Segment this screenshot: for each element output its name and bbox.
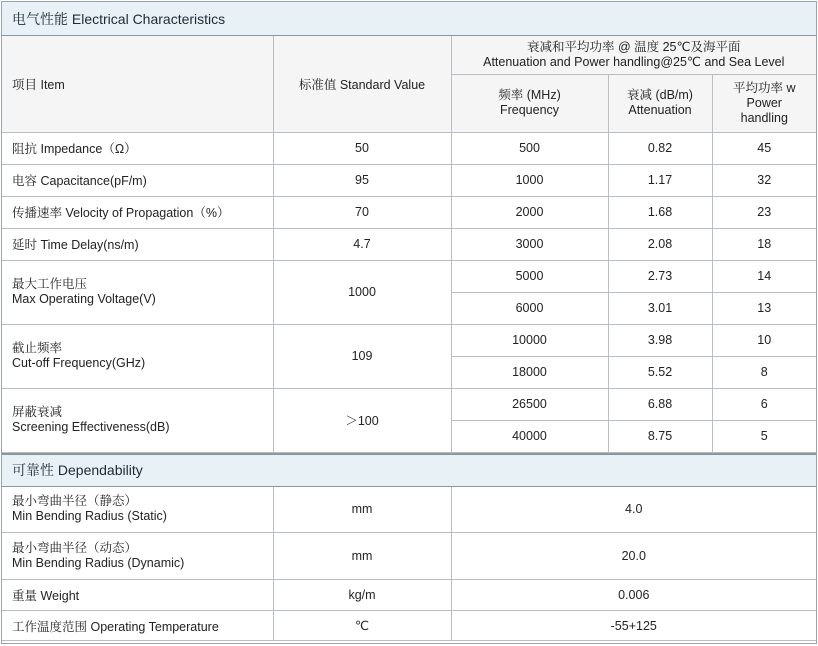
property-value: 109 xyxy=(273,324,451,388)
unit-cell: ℃ xyxy=(273,611,451,641)
spec-sheet xyxy=(1,1,817,644)
table-row xyxy=(2,611,816,641)
item-header: 项目 Item xyxy=(2,36,273,132)
value-cell: 4.0 xyxy=(451,487,816,533)
attenuation-header-line1: 衰减 (dB/m) xyxy=(627,88,693,102)
table-row xyxy=(2,324,816,356)
property-value: 50 xyxy=(273,132,451,164)
attenuation-group-header xyxy=(451,36,816,74)
power-cell: 8 xyxy=(712,356,816,388)
frequency-cell: 5000 xyxy=(451,260,608,292)
attenuation-cell: 6.88 xyxy=(608,388,712,420)
attenuation-cell: 3.01 xyxy=(608,292,712,324)
frequency-header xyxy=(451,74,608,132)
property-name: 电容 Capacitance(pF/m) xyxy=(2,164,273,196)
attenuation-cell: 8.75 xyxy=(608,420,712,452)
value-cell: 20.0 xyxy=(451,533,816,580)
attenuation-cell: 1.68 xyxy=(608,196,712,228)
frequency-cell: 500 xyxy=(451,132,608,164)
table-row xyxy=(2,580,816,611)
property-name-cn: 最小弯曲半径（静态） xyxy=(12,494,138,509)
dependability-section-title xyxy=(2,453,816,487)
frequency-cell: 10000 xyxy=(451,324,608,356)
power-header xyxy=(712,74,816,132)
property-name-cn: 最大工作电压 xyxy=(12,277,88,291)
attenuation-cell: 2.73 xyxy=(608,260,712,292)
power-header-line2: Power xyxy=(746,95,782,110)
property-value: 70 xyxy=(273,196,451,228)
property-name: 延时 Time Delay(ns/m) xyxy=(2,228,273,260)
dependability-table xyxy=(2,487,816,642)
property-value: 1000 xyxy=(273,260,451,324)
power-cell: 23 xyxy=(712,196,816,228)
attenuation-cell: 0.82 xyxy=(608,132,712,164)
frequency-header-line1: 频率 (MHz) xyxy=(498,88,561,102)
property-name-cn: 截止频率 xyxy=(12,341,63,355)
power-cell: 13 xyxy=(712,292,816,324)
power-cell: 6 xyxy=(712,388,816,420)
property-name xyxy=(2,260,273,324)
property-name-cn: 最小弯曲半径（动态） xyxy=(12,541,138,555)
table-row xyxy=(2,164,816,196)
property-name xyxy=(2,388,273,452)
unit-cell: mm xyxy=(273,533,451,580)
frequency-cell: 2000 xyxy=(451,196,608,228)
frequency-cell: 40000 xyxy=(451,420,608,452)
property-name-en: Min Bending Radius (Static) xyxy=(12,509,167,524)
power-cell: 5 xyxy=(712,420,816,452)
attenuation-group-header-en: Attenuation and Power handling@25℃ and Sea Level xyxy=(483,54,785,69)
dependability-title-text: 可靠性 Dependability xyxy=(12,462,143,478)
electrical-table xyxy=(2,36,816,453)
frequency-cell: 3000 xyxy=(451,228,608,260)
property-name xyxy=(2,324,273,388)
attenuation-header xyxy=(608,74,712,132)
frequency-cell: 18000 xyxy=(451,356,608,388)
attenuation-cell: 2.08 xyxy=(608,228,712,260)
attenuation-header-line2: Attenuation xyxy=(628,103,692,117)
property-name-cn: 屏蔽衰减 xyxy=(12,405,63,419)
frequency-header-line2: Frequency xyxy=(499,103,560,117)
attenuation-cell: 3.98 xyxy=(608,324,712,356)
value-cell: -55+125 xyxy=(451,611,816,641)
table-row xyxy=(2,132,816,164)
frequency-cell: 6000 xyxy=(451,292,608,324)
property-value: 4.7 xyxy=(273,228,451,260)
property-value: 95 xyxy=(273,164,451,196)
power-cell: 14 xyxy=(712,260,816,292)
table-row xyxy=(2,487,816,533)
electrical-header-row xyxy=(2,36,816,74)
property-name-en: Min Bending Radius (Dynamic) xyxy=(12,556,185,570)
electrical-title-text: 电气性能 Electrical Characteristics xyxy=(12,10,226,27)
power-cell: 45 xyxy=(712,132,816,164)
attenuation-cell: 1.17 xyxy=(608,164,712,196)
unit-cell: mm xyxy=(273,487,451,533)
standard-value-header: 标准值 Standard Value xyxy=(273,36,451,132)
power-cell: 18 xyxy=(712,228,816,260)
property-name-en: Max Operating Voltage(V) xyxy=(12,292,156,306)
table-row xyxy=(2,196,816,228)
frequency-cell: 26500 xyxy=(451,388,608,420)
property-value: ＞100 xyxy=(273,388,451,452)
property-name: 工作温度范围 Operating Temperature xyxy=(2,611,273,641)
property-name-en: Cut-off Frequency(GHz) xyxy=(12,356,146,370)
power-header-line3: handling xyxy=(740,110,788,125)
table-row xyxy=(2,533,816,580)
unit-cell: kg/m xyxy=(273,580,451,611)
power-cell: 32 xyxy=(712,164,816,196)
property-name: 阻抗 Impedance（Ω） xyxy=(2,132,273,164)
attenuation-cell: 5.52 xyxy=(608,356,712,388)
table-row xyxy=(2,228,816,260)
electrical-section-title xyxy=(2,2,816,36)
property-name xyxy=(2,533,273,580)
frequency-cell: 1000 xyxy=(451,164,608,196)
table-row xyxy=(2,388,816,420)
power-cell: 10 xyxy=(712,324,816,356)
value-cell: 0.006 xyxy=(451,580,816,611)
attenuation-group-header-cn: 衰减和平均功率 @ 温度 25℃及海平面 xyxy=(526,39,741,54)
property-name xyxy=(2,487,273,533)
property-name-en: Screening Effectiveness(dB) xyxy=(12,420,170,434)
table-row xyxy=(2,260,816,292)
power-header-line1: 平均功率 w xyxy=(733,80,796,95)
property-name: 重量 Weight xyxy=(2,580,273,611)
property-name: 传播速率 Velocity of Propagation（%） xyxy=(2,196,273,228)
